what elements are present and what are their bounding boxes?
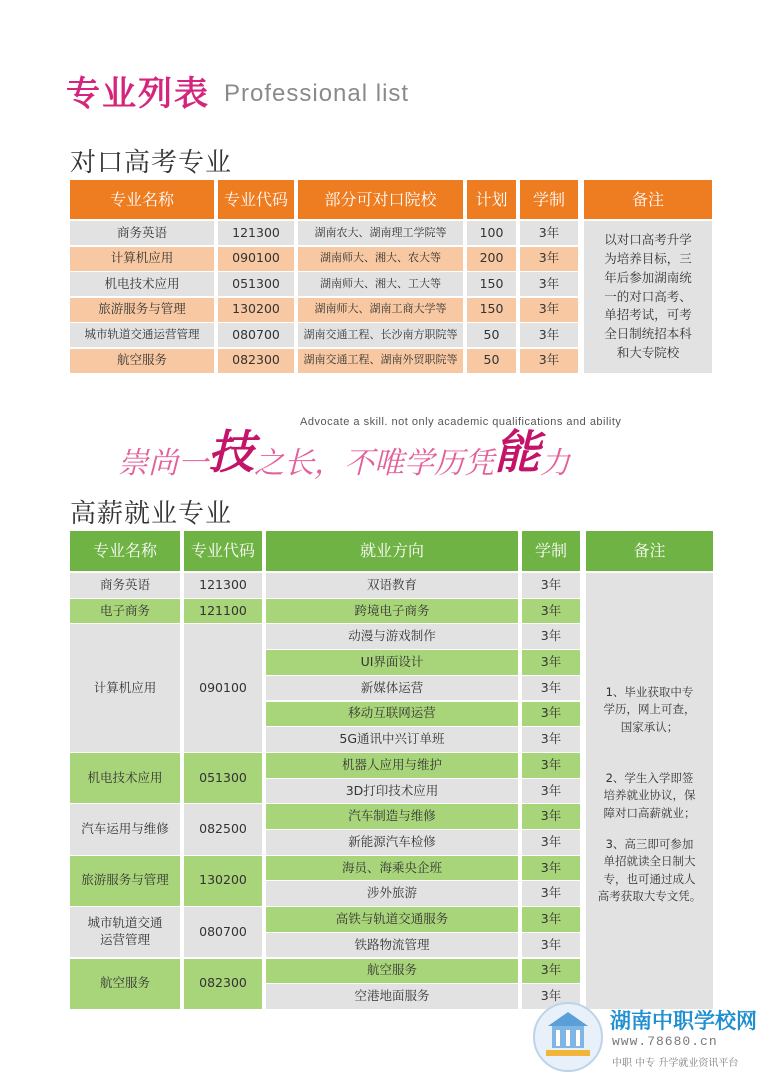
cell-years: 3年	[522, 702, 580, 727]
cell-years: 3年	[520, 221, 578, 245]
cell-plan: 50	[467, 323, 516, 347]
cell-years: 3年	[520, 247, 578, 271]
note-item: 2、学生入学即签 培养就业协议，保 障对口高薪就业；	[603, 771, 696, 820]
cell-direction: 铁路物流管理	[266, 933, 518, 958]
cell-direction: 5G通讯中兴订单班	[266, 727, 518, 752]
cell-years: 3年	[522, 779, 580, 804]
cell-direction: 涉外旅游	[266, 881, 518, 906]
slogan-chinese	[118, 425, 570, 482]
cell-name: 旅游服务与管理	[70, 298, 214, 322]
cell-schools: 湖南交通工程、湖南外贸职院等	[298, 349, 463, 373]
cell-direction: 汽车制造与维修	[266, 804, 518, 829]
cell-direction: 航空服务	[266, 959, 518, 984]
slogan-part: 崇尚一	[118, 446, 208, 481]
cell-schools: 湖南交通工程、长沙南方职院等	[298, 323, 463, 347]
cell-name: 航空服务	[70, 349, 214, 373]
cell-name: 城市轨道交通运营管理	[70, 323, 214, 347]
watermark-subtitle: 中职 中专 升学就业资讯平台	[612, 1058, 739, 1069]
cell-schools: 湖南师大、湘大、工大等	[298, 272, 463, 296]
header-years: 学制	[520, 180, 578, 219]
cell-code: 121300	[218, 221, 294, 245]
watermark-title: 湖南中职学校网	[610, 1009, 757, 1033]
page-title: 专业列表	[66, 74, 210, 114]
cell-name: 计算机应用	[70, 624, 180, 752]
cell-direction: 动漫与游戏制作	[266, 624, 518, 649]
cell-code: 082300	[184, 959, 262, 1009]
cell-direction: 移动互联网运营	[266, 702, 518, 727]
cell-code: 082500	[184, 804, 262, 854]
cell-schools: 湖南农大、湖南理工学院等	[298, 221, 463, 245]
cell-years: 3年	[522, 881, 580, 906]
cell-code: 090100	[184, 624, 262, 752]
cell-direction: 3D打印技术应用	[266, 779, 518, 804]
cell-direction: 双语教育	[266, 573, 518, 598]
watermark-url: www.78680.cn	[612, 1034, 718, 1049]
cell-years: 3年	[522, 624, 580, 649]
cell-years: 3年	[522, 573, 580, 598]
cell-years: 3年	[522, 856, 580, 881]
cell-direction: 海员、海乘央企班	[266, 856, 518, 881]
cell-name: 城市轨道交通 运营管理	[70, 907, 180, 957]
cell-direction: 高铁与轨道交通服务	[266, 907, 518, 932]
cell-direction: UI界面设计	[266, 650, 518, 675]
note-text: 以对口高考升学 为培养目标，三 年后参加湖南统 一的对口高考、 单招考试，可考 全日制统招本科 和大专院校	[604, 232, 692, 360]
cell-plan: 200	[467, 247, 516, 271]
cell-years: 3年	[522, 804, 580, 829]
cell-code: 080700	[218, 323, 294, 347]
cell-years: 3年	[522, 753, 580, 778]
cell-code: 051300	[218, 272, 294, 296]
cell-name: 旅游服务与管理	[70, 856, 180, 906]
cell-name: 计算机应用	[70, 247, 214, 271]
cell-code: 090100	[218, 247, 294, 271]
cell-code: 121100	[184, 599, 262, 624]
cell-code: 080700	[184, 907, 262, 957]
cell-name: 商务英语	[70, 221, 214, 245]
cell-code: 082300	[218, 349, 294, 373]
cell-plan: 150	[467, 298, 516, 322]
cell-direction: 新能源汽车检修	[266, 830, 518, 855]
cell-years: 3年	[520, 272, 578, 296]
note-item: 1、毕业获取中专 学历，网上可查， 国家承认；	[603, 685, 696, 734]
slogan-part: 之长，不唯学历凭	[254, 446, 494, 481]
cell-name: 电子商务	[70, 599, 180, 624]
note-box	[584, 221, 712, 373]
cell-schools: 湖南师大、湘大、农大等	[298, 247, 463, 271]
cell-years: 3年	[522, 933, 580, 958]
school-logo-icon	[528, 1000, 608, 1074]
header-plan: 计划	[467, 180, 516, 219]
cell-code: 121300	[184, 573, 262, 598]
header-code: 专业代码	[218, 180, 294, 219]
cell-direction: 机器人应用与维护	[266, 753, 518, 778]
page-subtitle: Professional list	[224, 80, 410, 107]
cell-years: 3年	[520, 298, 578, 322]
header-name: 专业名称	[70, 180, 214, 219]
cell-direction: 跨境电子商务	[266, 599, 518, 624]
note-item: 3、高三即可参加 单招就读全日制大 专，也可通过成人 高考获取大专文凭。	[597, 837, 702, 903]
cell-code: 130200	[184, 856, 262, 906]
cell-years: 3年	[520, 323, 578, 347]
cell-name: 商务英语	[70, 573, 180, 598]
cell-years: 3年	[522, 984, 580, 1009]
cell-years: 3年	[522, 830, 580, 855]
header-note: 备注	[584, 180, 712, 219]
slogan-part: 能	[494, 425, 540, 479]
cell-years: 3年	[520, 349, 578, 373]
cell-years: 3年	[522, 907, 580, 932]
header-schools: 部分可对口院校	[298, 180, 463, 219]
cell-direction: 空港地面服务	[266, 984, 518, 1009]
cell-plan: 100	[467, 221, 516, 245]
cell-name: 机电技术应用	[70, 272, 214, 296]
header-years: 学制	[522, 531, 580, 571]
cell-direction: 新媒体运营	[266, 676, 518, 701]
cell-name: 机电技术应用	[70, 753, 180, 803]
cell-name: 汽车运用与维修	[70, 804, 180, 854]
header-note: 备注	[586, 531, 713, 571]
section2-title: 高薪就业专业	[70, 499, 233, 529]
slogan-part: 技	[208, 425, 254, 479]
cell-code: 051300	[184, 753, 262, 803]
cell-years: 3年	[522, 727, 580, 752]
header-direction: 就业方向	[266, 531, 518, 571]
cell-name: 航空服务	[70, 959, 180, 1009]
cell-plan: 50	[467, 349, 516, 373]
cell-plan: 150	[467, 272, 516, 296]
header-code: 专业代码	[184, 531, 262, 571]
cell-years: 3年	[522, 599, 580, 624]
cell-years: 3年	[522, 676, 580, 701]
cell-years: 3年	[522, 650, 580, 675]
header-name: 专业名称	[70, 531, 180, 571]
cell-years: 3年	[522, 959, 580, 984]
slogan-part: 力	[540, 446, 570, 481]
section1-title: 对口高考专业	[70, 148, 233, 178]
cell-code: 130200	[218, 298, 294, 322]
cell-schools: 湖南师大、湖南工商大学等	[298, 298, 463, 322]
slogan-english: Advocate a skill. not only academic qualifications and ability	[300, 416, 622, 428]
